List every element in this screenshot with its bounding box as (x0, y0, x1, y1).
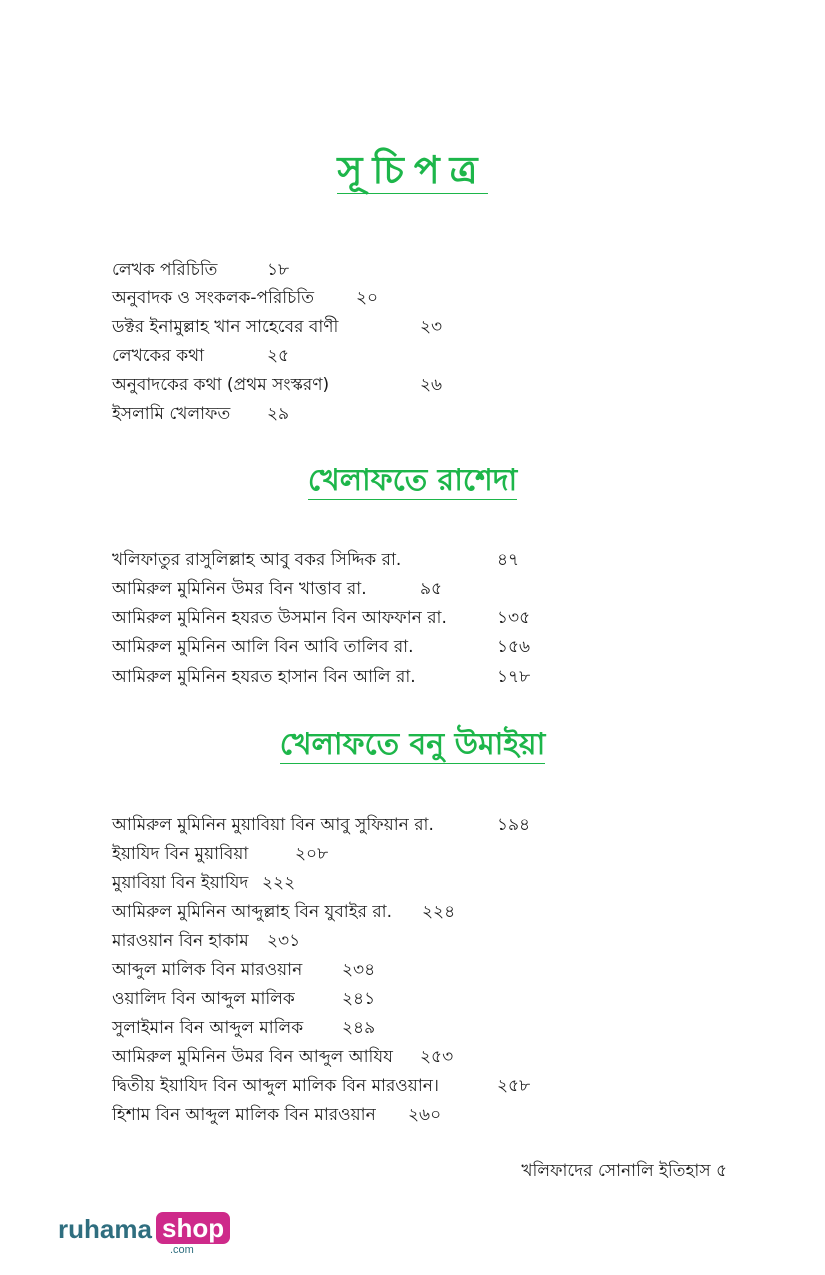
toc-entry-page: ২৬ (420, 375, 443, 395)
toc-entry (112, 873, 296, 893)
toc-entry (112, 902, 456, 922)
toc-entry-title: অনুবাদকের কথা (প্রথম সংস্করণ) (112, 375, 330, 395)
toc-entry-page: ২৫৩ (420, 1047, 454, 1067)
toc-entry (112, 989, 376, 1009)
toc-entry-page: ২০ (356, 288, 379, 308)
running-footer: খলিফাদের সোনালি ইতিহাস ৫ (521, 1161, 727, 1181)
section-heading-rashidun (0, 463, 825, 500)
toc-entry-title: মারওয়ান বিন হাকাম (112, 931, 249, 951)
toc-entry-title: আমিরুল মুমিনিন আলি বিন আবি তালিব রা. (112, 637, 414, 657)
toc-entry (112, 1018, 376, 1038)
toc-entry-page: ২৬০ (408, 1105, 442, 1125)
logo-text-ruhama: ruhama (58, 1214, 152, 1244)
toc-entry (112, 1047, 454, 1067)
toc-entry (112, 550, 520, 570)
toc-entry-title: আব্দুল মালিক বিন মারওয়ান (112, 960, 303, 980)
toc-entry-title: আমিরুল মুমিনিন উমর বিন আব্দুল আযিয (112, 1047, 393, 1067)
toc-entry (112, 288, 379, 308)
toc-entry-title: ওয়ালিদ বিন আব্দুল মালিক (112, 989, 295, 1009)
toc-entry (112, 1076, 531, 1096)
toc-entry-page: ২৩১ (267, 931, 301, 951)
toc-entry (112, 667, 531, 687)
toc-entry-page: ৯৫ (420, 579, 443, 599)
toc-entry-title: আমিরুল মুমিনিন মুয়াবিয়া বিন আবু সুফিয়ান রা. (112, 815, 434, 835)
toc-entry-page: ২৩ (420, 317, 443, 337)
toc-entry (112, 637, 531, 657)
toc-entry-page: ২৪৯ (342, 1018, 376, 1038)
section-heading-rashidun-text: খেলাফতে রাশেদা (307, 463, 518, 498)
toc-entry-title: আমিরুল মুমিনিন হযরত উসমান বিন আফফান রা. (112, 608, 447, 628)
toc-entry-page: ২৪১ (342, 989, 376, 1009)
section-heading-contents (0, 148, 825, 194)
section-heading-umayyad (0, 727, 825, 764)
toc-entry (112, 960, 376, 980)
toc-entry (112, 404, 290, 424)
toc-entry (112, 844, 329, 864)
toc-entry-title: আমিরুল মুমিনিন আব্দুল্লাহ বিন যুবাইর রা. (112, 902, 393, 922)
logo-text-com: .com (170, 1244, 194, 1256)
toc-entry-title: দ্বিতীয় ইয়াযিদ বিন আব্দুল মালিক বিন মারওয়ান। (112, 1076, 439, 1096)
toc-entry-title: লেখক পরিচিতি (112, 260, 218, 280)
toc-entry-title: হিশাম বিন আব্দুল মালিক বিন মারওয়ান (112, 1105, 376, 1125)
toc-entry-page: ১৩৫ (497, 608, 531, 628)
section-heading-contents-text: সূচিপত্র (337, 148, 488, 192)
toc-entry (112, 579, 443, 599)
toc-entry-title: অনুবাদক ও সংকলক-পরিচিতি (112, 288, 314, 308)
toc-entry-page: ২০৮ (295, 844, 329, 864)
logo-text-shop: shop (156, 1212, 230, 1244)
toc-entry (112, 815, 531, 835)
toc-entry (112, 346, 290, 366)
toc-entry-title: মুয়াবিয়া বিন ইয়াযিদ (112, 873, 249, 893)
toc-entry-page: ২৫৮ (497, 1076, 531, 1096)
toc-entry-title: ইয়াযিদ বিন মুয়াবিয়া (112, 844, 249, 864)
toc-entry-title: আমিরুল মুমিনিন হযরত হাসান বিন আলি রা. (112, 667, 416, 687)
toc-entry-page: ২৯ (267, 404, 290, 424)
toc-entry-page: ২২২ (262, 873, 296, 893)
toc-entry-title: ডক্টর ইনামুল্লাহ খান সাহেবের বাণী (112, 317, 339, 337)
toc-entry-page: ৪৭ (497, 550, 520, 570)
toc-entry-page: ১৫৬ (497, 637, 531, 657)
toc-entry (112, 317, 443, 337)
toc-entry-page: ১৭৮ (497, 667, 531, 687)
toc-entry-page: ১৮ (267, 260, 290, 280)
toc-entry (112, 260, 290, 280)
toc-entry (112, 608, 531, 628)
toc-entry-page: ১৯৪ (497, 815, 531, 835)
toc-entry (112, 1105, 442, 1125)
toc-entry-page: ২৩৪ (342, 960, 376, 980)
toc-entry-title: সুলাইমান বিন আব্দুল মালিক (112, 1018, 304, 1038)
toc-entry (112, 931, 301, 951)
toc-entry-title: ইসলামি খেলাফত (112, 404, 231, 424)
toc-entry-page: ২২৪ (422, 902, 456, 922)
toc-entry-title: আমিরুল মুমিনিন উমর বিন খাত্তাব রা. (112, 579, 367, 599)
toc-entry (112, 375, 443, 395)
section-heading-umayyad-text: খেলাফতে বনু উমাইয়া (279, 727, 546, 762)
toc-entry-title: লেখকের কথা (112, 346, 205, 366)
toc-entry-title: খলিফাতুর রাসুলিল্লাহ আবু বকর সিদ্দিক রা. (112, 550, 402, 570)
toc-entry-page: ২৫ (267, 346, 290, 366)
